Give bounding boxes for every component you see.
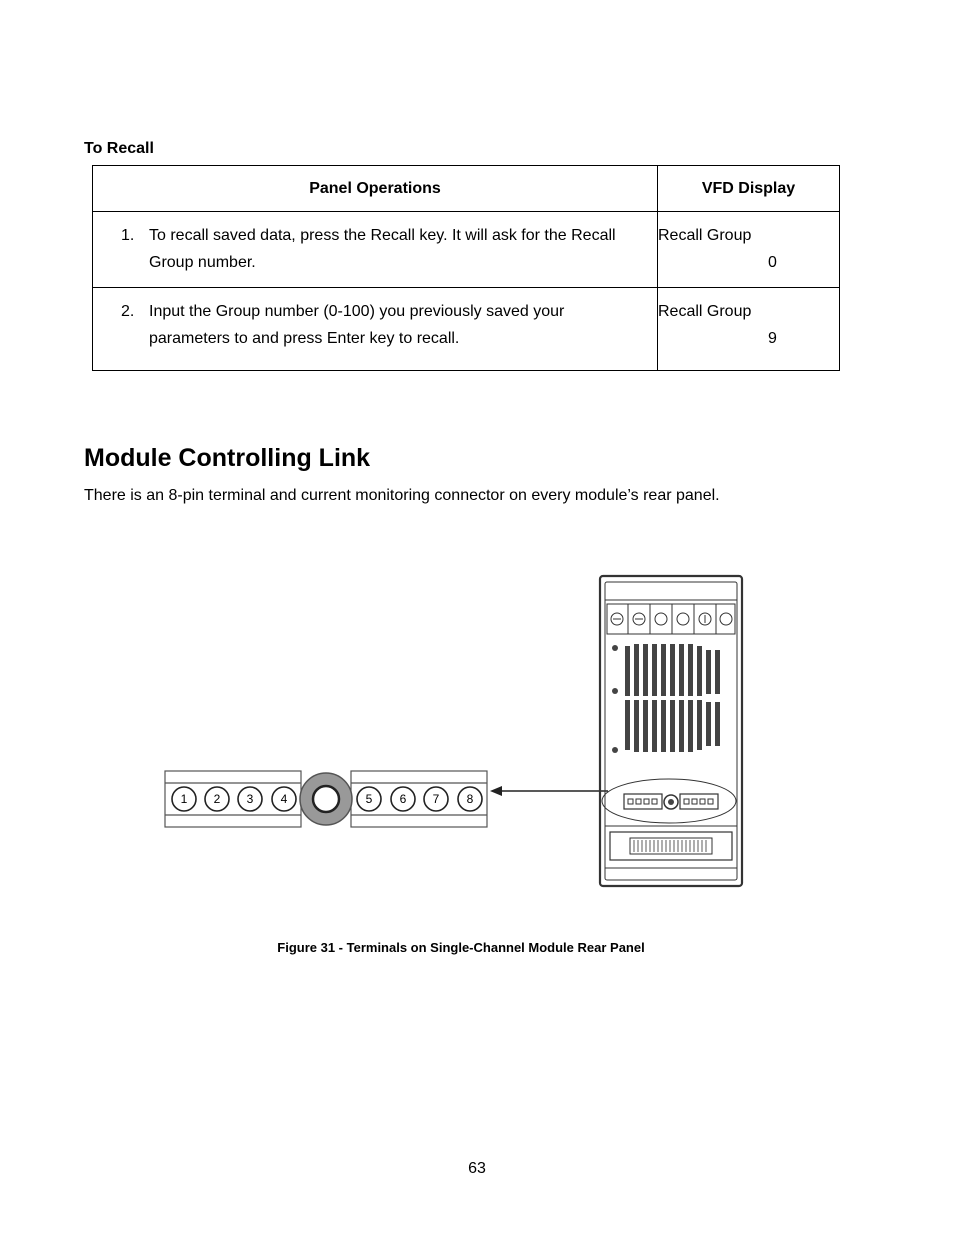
step-cell bbox=[93, 288, 658, 371]
pointer-arrow bbox=[490, 786, 608, 796]
terminal-label: 6 bbox=[399, 792, 407, 806]
connector-hole bbox=[313, 786, 339, 812]
step-text: Input the Group number (0-100) you previously saved your parameters to and press Enter key to recall. bbox=[149, 303, 565, 347]
figure-caption: Figure 31 - Terminals on Single-Channel Module Rear Panel bbox=[277, 940, 645, 955]
step-number: 2. bbox=[121, 303, 135, 320]
intro-paragraph: There is an 8-pin terminal and current monitoring connector on every module’s rear panel. bbox=[84, 487, 720, 504]
step-number: 1. bbox=[121, 227, 135, 244]
step-text: To recall saved data, press the Recall key. It will ask for the Recall Group number. bbox=[149, 227, 616, 271]
vfd-line-2: 9 bbox=[768, 330, 777, 347]
vfd-line-1: Recall Group bbox=[658, 227, 752, 244]
table-header-row bbox=[93, 166, 840, 212]
vfd-line-1: Recall Group bbox=[658, 303, 752, 320]
terminal-label: 4 bbox=[280, 792, 288, 806]
terminal-label: 5 bbox=[365, 792, 373, 806]
column-header: VFD Display bbox=[658, 166, 840, 212]
terminal-label: 8 bbox=[466, 792, 474, 806]
terminal-label: 1 bbox=[180, 792, 188, 806]
terminal-label: 7 bbox=[432, 792, 440, 806]
vfd-cell bbox=[658, 212, 840, 288]
section-title: Module Controlling Link bbox=[84, 444, 371, 472]
column-header: Panel Operations bbox=[93, 166, 658, 212]
step-cell bbox=[93, 212, 658, 288]
terminal-label: 3 bbox=[246, 792, 254, 806]
subheading: To Recall bbox=[84, 140, 154, 157]
recall-table bbox=[92, 165, 840, 371]
vent-slots bbox=[625, 644, 720, 752]
page-number: 63 bbox=[468, 1160, 486, 1177]
vfd-cell bbox=[658, 288, 840, 371]
vfd-line-2: 0 bbox=[768, 254, 777, 271]
table-row bbox=[93, 288, 840, 371]
terminal-label: 2 bbox=[213, 792, 221, 806]
table-row bbox=[93, 212, 840, 288]
rear-panel-figure bbox=[160, 570, 760, 900]
module-rear-panel bbox=[600, 576, 742, 886]
